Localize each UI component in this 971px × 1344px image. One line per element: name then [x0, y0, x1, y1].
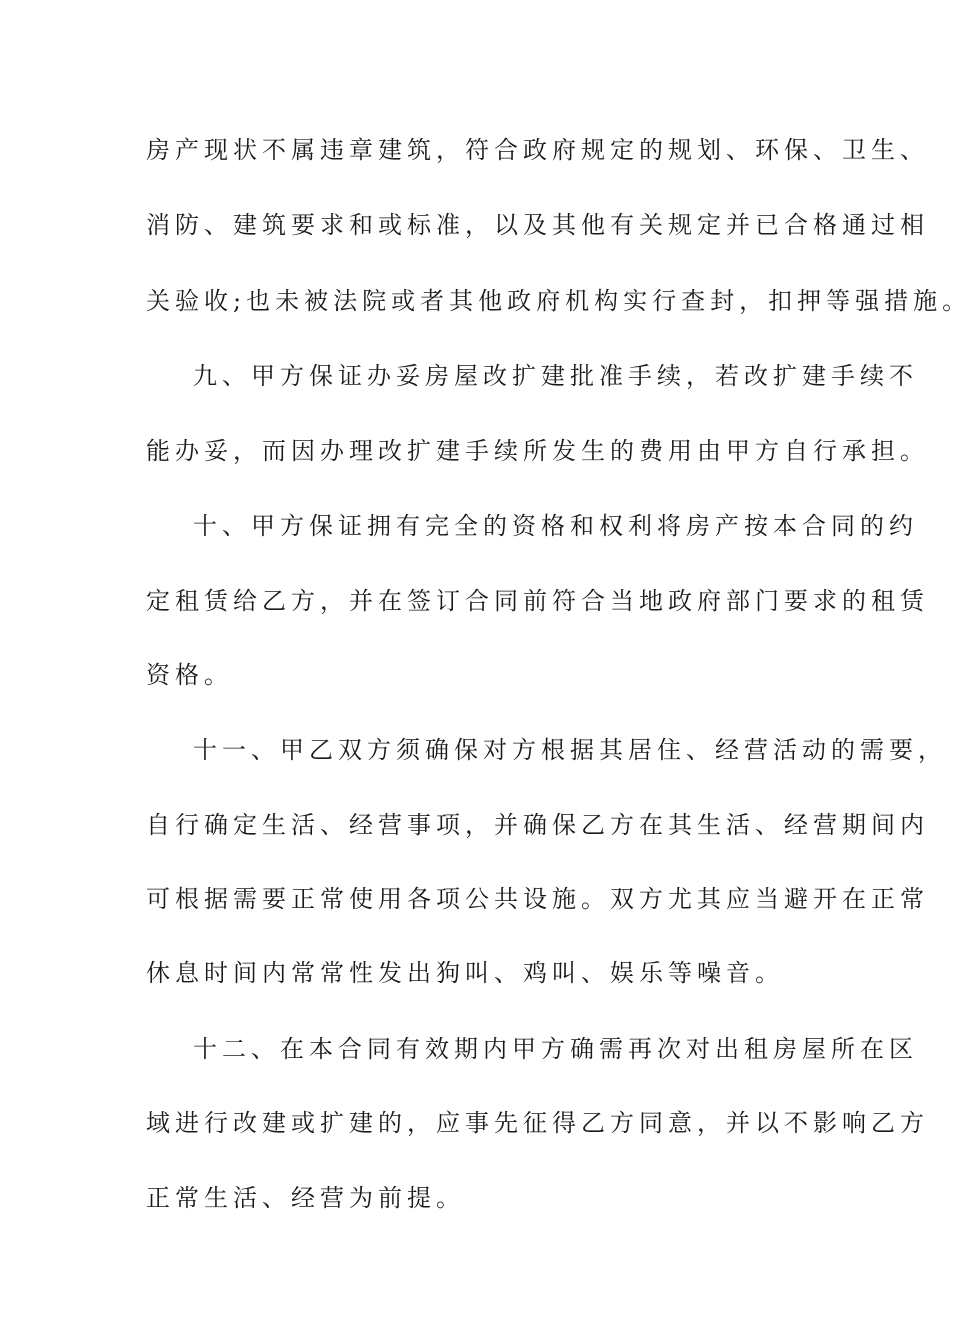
text-line: 自行确定生活、经营事项，并确保乙方在其生活、经营期间内	[146, 811, 929, 839]
clause-9-first-line: 九、甲方保证办妥房屋改扩建批准手续，若改扩建手续不	[193, 362, 918, 390]
text-line: 能办妥，而因办理改扩建手续所发生的费用由甲方自行承担。	[146, 437, 929, 465]
text-line: 域进行改建或扩建的，应事先征得乙方同意，并以不影响乙方	[146, 1109, 929, 1137]
clause-10-first-line: 十、甲方保证拥有完全的资格和权利将房产按本合同的约	[193, 512, 918, 540]
text-line: 正常生活、经营为前提。	[146, 1184, 465, 1212]
text-line: 房产现状不属违章建筑，符合政府规定的规划、环保、卫生、	[146, 136, 929, 164]
text-line: 可根据需要正常使用各项公共设施。双方尤其应当避开在正常	[146, 885, 929, 913]
text-line: 休息时间内常常性发出狗叫、鸡叫、娱乐等噪音。	[146, 959, 784, 987]
clause-11-first-line: 十一、甲乙双方须确保对方根据其居住、经营活动的需要，	[193, 736, 947, 764]
text-line: 关验收;也未被法院或者其他政府机构实行查封，扣押等强措施。	[146, 287, 971, 315]
clause-12-first-line: 十二、在本合同有效期内甲方确需再次对出租房屋所在区	[193, 1035, 918, 1063]
text-line: 定租赁给乙方，并在签订合同前符合当地政府部门要求的租赁	[146, 587, 929, 615]
text-line: 资格。	[146, 661, 233, 689]
text-line: 消防、建筑要求和或标准，以及其他有关规定并已合格通过相	[146, 211, 929, 239]
